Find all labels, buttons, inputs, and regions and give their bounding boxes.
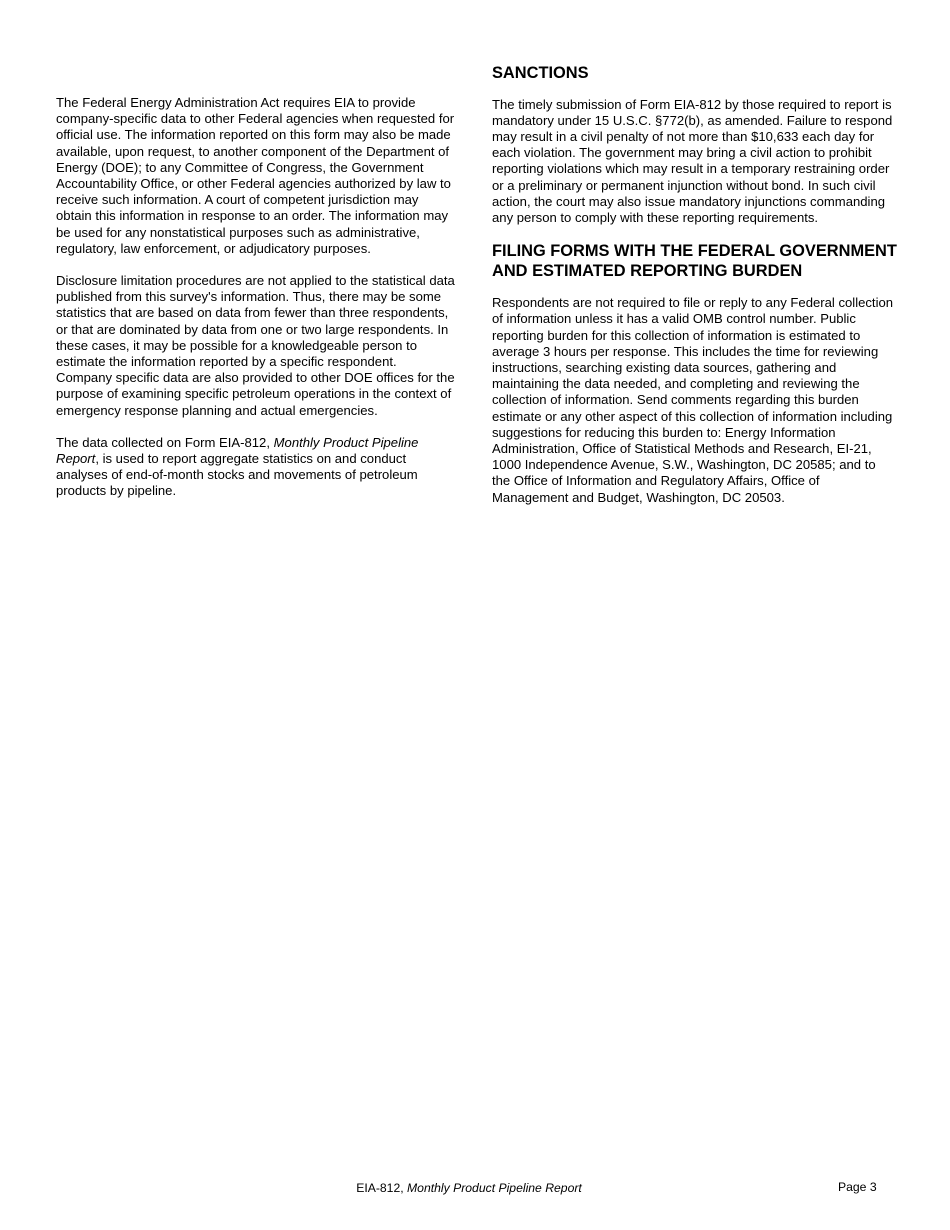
data-usage-paragraph (56, 435, 456, 500)
confidentiality-paragraph: The Federal Energy Administration Act requires EIA to provide company-specific data to other Federal agencies when requested for official use. The information reported on this form may also be made available, upon request, to another component of the Department of Energy (DOE); to any Committee of Congress, the Government Accountability Office, or other Federal agencies authorized by law to receive such information. A court of competent jurisdiction may obtain this information in response to an order. The information may be used for any nonstatistical purposes such as administrative, regulatory, law enforcement, or adjudicatory purposes. (56, 95, 455, 256)
left-column (56, 95, 456, 516)
footer-form-title (0, 1181, 938, 1195)
filing-burden-heading: FILING FORMS WITH THE FEDERAL GOVERNMENT AND ESTIMATED REPORTING BURDEN (492, 242, 897, 280)
data-usage-prefix: The data collected on Form EIA-812, (56, 434, 274, 450)
right-column (492, 64, 897, 522)
filing-burden-paragraph: Respondents are not required to file or reply to any Federal collection of information unless it has a valid OMB control number. Public reporting burden for this collection of information is estimated to average 3 hours per response. This includes the time for reviewing instructions, searching existing data sources, gathering and maintaining the data needed, and completing and reviewing the collection of information. Send comments regarding this burden estimate or any other aspect of this collection of information including suggestions for reducing this burden to: Energy Information Administration, Office of Statistical Methods and Research, EI-21, 1000 Independence Avenue, S.W., Washington, DC 20585; and to the Office of Information and Regulatory Affairs, Office of Management and Budget, Washington, DC 20503. (492, 295, 894, 505)
data-usage-suffix: , is used to report aggregate statistics on and conduct analyses of end-of-month stocks and movements of petroleum products by pipeline. (56, 451, 418, 499)
sanctions-paragraph: The timely submission of Form EIA-812 by those required to report is mandatory under 15 U.S.C. §772(b), as amended. Failure to respond may result in a civil penalty of not more than $10,633 each day for each violation. The government may bring a civil action to prohibit reporting violations which may result in a temporary restraining order or a preliminary or permanent injunction without bond. In such civil action, the court may also issue mandatory injunctions commanding any person to comply with these reporting requirements. (492, 96, 893, 225)
page-number: Page 3 (838, 1180, 877, 1194)
footer-form-name: Monthly Product Pipeline Report (407, 1181, 582, 1195)
disclosure-limitation-paragraph: Disclosure limitation procedures are not applied to the statistical data published from this survey's information. Thus, there may be some statistics that are based on data from fewer than three respondents, or that are dominated by data from one or two large respondents. In these cases, it may be possible for a knowledgeable person to estimate the information reported by a specific respondent. Company specific data are also provided to other DOE offices for the purpose of examining specific petroleum operations in the context of emergency response planning and actual emergencies. (56, 273, 455, 418)
footer-form-id: EIA-812, (356, 1181, 408, 1195)
form-title-italic: Monthly Product Pipeline Report (56, 434, 419, 467)
sanctions-heading: SANCTIONS (492, 64, 589, 82)
